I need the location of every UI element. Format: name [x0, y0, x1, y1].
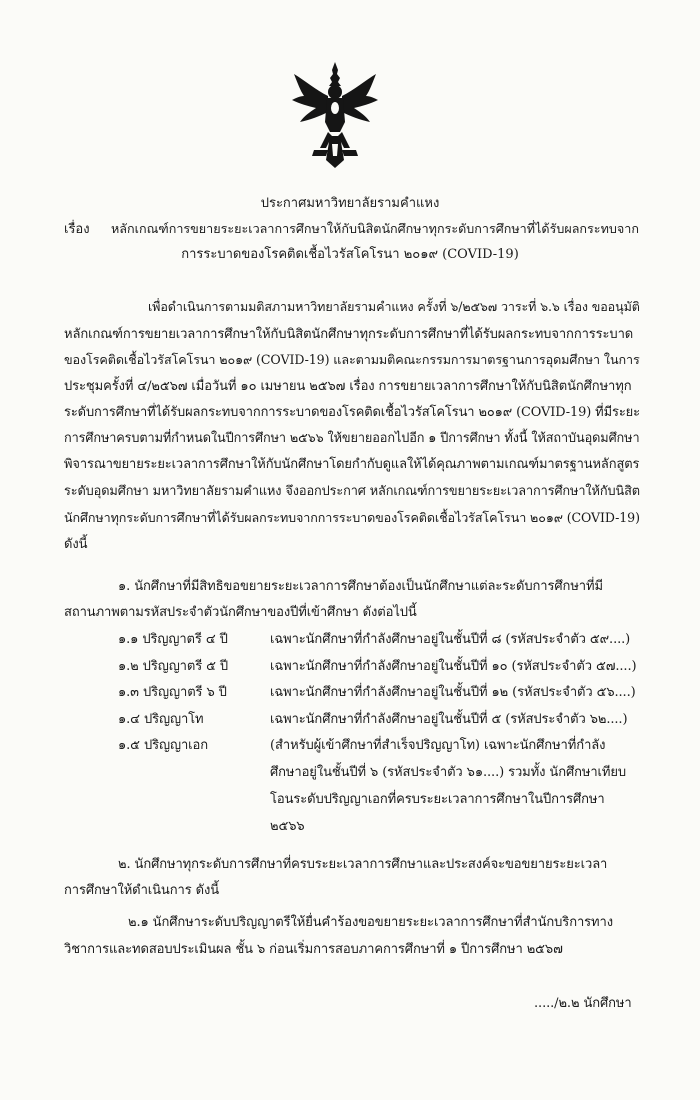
degree-label: ๑.๓ ปริญญาตรี ๖ ปี: [118, 685, 227, 700]
degree-desc: เฉพาะนักศึกษาที่กำลังศึกษาอยู่ในชั้นปีที่ ๑๐ (รหัสประจำตัว ๕๗....): [270, 659, 637, 674]
preamble-line: ของโรคติดเชื้อไวรัสโคโรนา ๒๐๑๙ (COVID-19) และตามมติคณะกรรมการมาตรฐานการอุดมศึกษา ในการ: [64, 352, 640, 367]
preamble-line: ประชุมครั้งที่ ๔/๒๕๖๗ เมื่อวันที่ ๑๐ เมษายน ๒๕๖๗ เรื่อง การขยายเวลาการศึกษาให้กับนิสิตนักศึกษาทุก: [64, 379, 632, 394]
degree-desc: (สำหรับผู้เข้าศึกษาที่สำเร็จปริญญาโท) เฉพาะนักศึกษาที่กำลัง: [270, 738, 606, 753]
degree-label: ๑.๕ ปริญญาเอก: [118, 738, 208, 753]
section-2-sub-line: วิชาการและทดสอบประเมินผล ชั้น ๖ ก่อนเริ่มการสอบภาคการศึกษาที่ ๑ ปีการศึกษา ๒๕๖๗: [64, 942, 563, 957]
degree-desc: เฉพาะนักศึกษาที่กำลังศึกษาอยู่ในชั้นปีที่ ๘ (รหัสประจำตัว ๕๙....): [270, 632, 631, 647]
preamble-line: ระดับการศึกษาที่ได้รับผลกระทบจากการระบาดของโรคติดเชื้อไวรัสโคโรนา ๒๐๑๙ (COVID-19) ที่มีระยะ: [64, 405, 640, 420]
section-1-heading: ๑. นักศึกษาที่มีสิทธิขอขยายระยะเวลาการศึกษาต้องเป็นนักศึกษาแต่ละระดับการศึกษาที่มี: [118, 579, 603, 594]
garuda-emblem-icon: [290, 60, 380, 170]
preamble-line: นักศึกษาทุกระดับการศึกษาที่ได้รับผลกระทบจากการระบาดของโรคติดเชื้อไวรัสโคโรนา ๒๐๑๙ (COVID-19): [64, 510, 640, 525]
degree-desc: เฉพาะนักศึกษาที่กำลังศึกษาอยู่ในชั้นปีที่ ๑๒ (รหัสประจำตัว ๕๖....): [270, 685, 636, 700]
subject-label: เรื่อง: [64, 222, 90, 237]
section-2-heading: ๒. นักศึกษาทุกระดับการศึกษาที่ครบระยะเวลาการศึกษาและประสงค์จะขอขยายระยะเวลา: [118, 857, 608, 872]
degree-desc: เฉพาะนักศึกษาที่กำลังศึกษาอยู่ในชั้นปีที่ ๕ (รหัสประจำตัว ๖๒....): [270, 712, 628, 727]
subject-line-1: หลักเกณฑ์การขยายระยะเวลาการศึกษาให้กับนิสิตนักศึกษาทุกระดับการศึกษาที่ได้รับผลกระทบจาก: [111, 221, 639, 236]
preamble-line: ระดับอุดมศึกษา มหาวิทยาลัยรามคำแหง จึงออกประกาศ หลักเกณฑ์การขยายระยะเวลาการศึกษาให้กับนิสิต: [64, 484, 640, 499]
preamble-line: การศึกษาครบตามที่กำหนดในปีการศึกษา ๒๕๖๖ ให้ขยายออกไปอีก ๑ ปีการศึกษา ทั้งนี้ ให้สถาบันอุดมศึกษา: [64, 431, 640, 446]
degree-label: ๑.๒ ปริญญาตรี ๕ ปี: [118, 659, 229, 674]
degree-label: ๑.๔ ปริญญาโท: [118, 712, 204, 727]
section-2-sub-line: ๒.๑ นักศึกษาระดับปริญญาตรีให้ยื่นคำร้องขอขยายระยะเวลาการศึกษาที่สำนักบริการทาง: [128, 915, 613, 930]
section-1-line: สถานภาพตามรหัสประจำตัวนักศึกษาของปีที่เข้าศึกษา ดังต่อไปนี้: [64, 605, 417, 620]
degree-desc: ศึกษาอยู่ในชั้นปีที่ ๖ (รหัสประจำตัว ๖๑....) รวมทั้ง นักศึกษาเทียบ: [270, 765, 627, 780]
section-2-line: การศึกษาให้ดำเนินการ ดังนี้: [64, 883, 219, 898]
page-continuation: ...../๒.๒ นักศึกษา: [534, 996, 632, 1011]
degree-desc: ๒๕๖๖: [270, 819, 305, 834]
degree-desc: โอนระดับปริญญาเอกที่ครบระยะเวลาการศึกษาในปีการศึกษา: [270, 792, 605, 807]
preamble-line: หลักเกณฑ์การขยายเวลาการศึกษาให้กับนิสิตนักศึกษาทุกระดับการศึกษาที่ได้รับผลกระทบจากการระบาด: [64, 327, 634, 342]
preamble-line: เพื่อดำเนินการตามมติสภามหาวิทยาลัยรามคำแหง ครั้งที่ ๖/๒๕๖๗ วาระที่ ๖.๖ เรื่อง ขออนุมัติ: [148, 299, 640, 314]
issuer-title: ประกาศมหาวิทยาลัยรามคำแหง: [260, 196, 440, 211]
preamble-line: พิจารณาขยายระยะเวลาการศึกษาให้กับนักศึกษาโดยกำกับดูแลให้ได้คุณภาพตามเกณฑ์มาตรฐานหลักสูตร: [64, 457, 640, 472]
preamble-line: ดังนี้: [64, 537, 88, 552]
degree-label: ๑.๑ ปริญญาตรี ๔ ปี: [118, 632, 228, 647]
subject-line-2: การระบาดของโรคติดเชื้อไวรัสโคโรนา ๒๐๑๙ (COVID-19): [181, 247, 519, 262]
